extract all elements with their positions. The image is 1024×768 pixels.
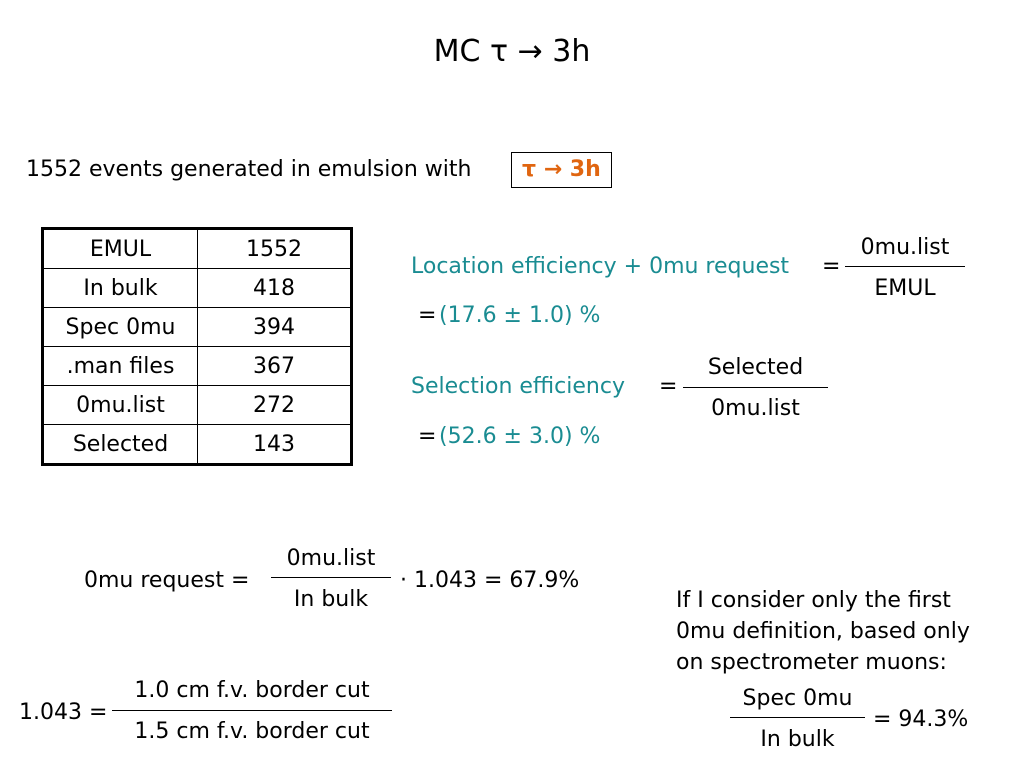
request-fraction-bar — [271, 577, 391, 578]
factor-fraction-bar — [112, 710, 392, 711]
selection-numerator: Selected — [707, 355, 804, 380]
table-cell-value: 1552 — [198, 229, 352, 269]
request-result: · 1.043 = 67.9% — [400, 568, 580, 593]
location-efficiency-label: Location efficiency + 0mu request — [411, 254, 790, 279]
selection-result: (52.6 ± 3.0) % — [439, 424, 601, 449]
note-fraction-bar — [730, 717, 865, 718]
table-row — [43, 386, 352, 425]
decay-channel-box: τ → 3h — [511, 152, 612, 188]
selection-denominator: 0mu.list — [711, 396, 800, 421]
factor-denominator: 1.5 cm f.v. border cut — [134, 719, 370, 744]
location-fraction-bar — [845, 266, 965, 267]
table-cell-label: .man files — [43, 347, 198, 386]
selection-result-equals: = — [418, 424, 437, 449]
event-count-table — [41, 227, 353, 466]
request-numerator: 0mu.list — [286, 546, 376, 571]
factor-numerator: 1.0 cm f.v. border cut — [134, 678, 370, 703]
intro-text: 1552 events generated in emulsion with — [26, 157, 472, 182]
table-row — [43, 229, 352, 269]
side-note-line: on spectrometer muons: — [676, 650, 947, 675]
side-note-line: 0mu definition, based only — [676, 619, 970, 644]
table-cell-value: 418 — [198, 269, 352, 308]
table-cell-label: EMUL — [43, 229, 198, 269]
page-title: MC τ → 3h — [433, 34, 591, 69]
table-cell-value: 367 — [198, 347, 352, 386]
selection-fraction-bar — [683, 387, 828, 388]
table-cell-value: 143 — [198, 425, 352, 465]
factor-label: 1.043 = — [19, 700, 108, 725]
location-numerator: 0mu.list — [860, 235, 950, 260]
location-denominator: EMUL — [874, 276, 936, 301]
selection-efficiency-label: Selection efficiency — [411, 374, 625, 399]
location-result: (17.6 ± 1.0) % — [439, 303, 601, 328]
table-cell-value: 272 — [198, 386, 352, 425]
table-row — [43, 269, 352, 308]
note-numerator: Spec 0mu — [742, 686, 853, 711]
table-row — [43, 347, 352, 386]
table-cell-label: 0mu.list — [43, 386, 198, 425]
table-row — [43, 308, 352, 347]
table-cell-value: 394 — [198, 308, 352, 347]
table-cell-label: Spec 0mu — [43, 308, 198, 347]
note-denominator: In bulk — [760, 727, 835, 752]
request-denominator: In bulk — [293, 587, 369, 612]
request-label: 0mu request = — [84, 568, 250, 593]
table-cell-label: In bulk — [43, 269, 198, 308]
location-result-equals: = — [418, 303, 437, 328]
table-row — [43, 425, 352, 465]
note-result: = 94.3% — [873, 707, 969, 732]
side-note — [676, 585, 970, 678]
selection-equals: = — [659, 374, 678, 399]
side-note-line: If I consider only the first — [676, 588, 951, 613]
table-cell-label: Selected — [43, 425, 198, 465]
location-equals: = — [822, 254, 841, 279]
